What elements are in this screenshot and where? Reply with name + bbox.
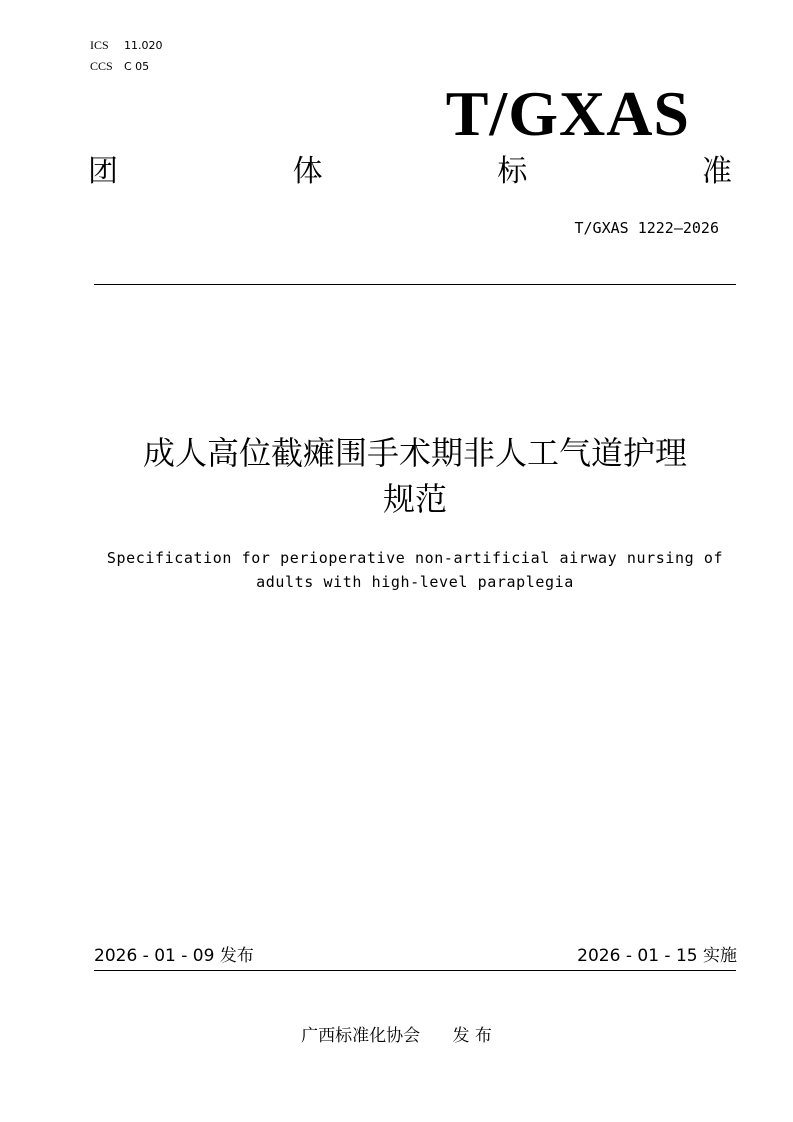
chinese-title-line: 规范 [382,480,447,518]
bottom-divider [94,970,736,971]
issuer [0,1024,793,1048]
standard-type-char: 体 [292,154,323,189]
ics-code [90,38,163,53]
publish-date: 2026 - 01 - 09 发布 [94,946,254,966]
english-title-line: adults with high-level paraplegia [256,573,574,591]
ccs-value: C 05 [124,60,150,73]
standard-type-char: 标 [497,154,528,189]
ccs-code [90,59,149,74]
standard-type-char: 准 [701,154,732,189]
standard-number: T/GXAS 1222—2026 [574,219,719,237]
top-divider [94,284,736,285]
issuer-action: 发 布 [452,1026,492,1046]
standard-type-char: 团 [88,154,118,189]
ics-value: 11.020 [124,39,163,52]
english-title [60,546,770,594]
brand-title: T/GXAS [445,78,690,149]
english-title-line: Specification for perioperative non-artificial airway nursing of [106,549,724,567]
issuer-name: 广西标准化协会 [301,1026,421,1046]
implement-date: 2026 - 01 - 15 实施 [577,946,737,966]
chinese-title [60,430,770,522]
standard-type [88,152,732,192]
ics-label: ICS [90,38,109,52]
chinese-title-line: 成人高位截瘫围手术期非人工气道护理 [142,434,687,472]
ccs-label: CCS [90,59,113,73]
